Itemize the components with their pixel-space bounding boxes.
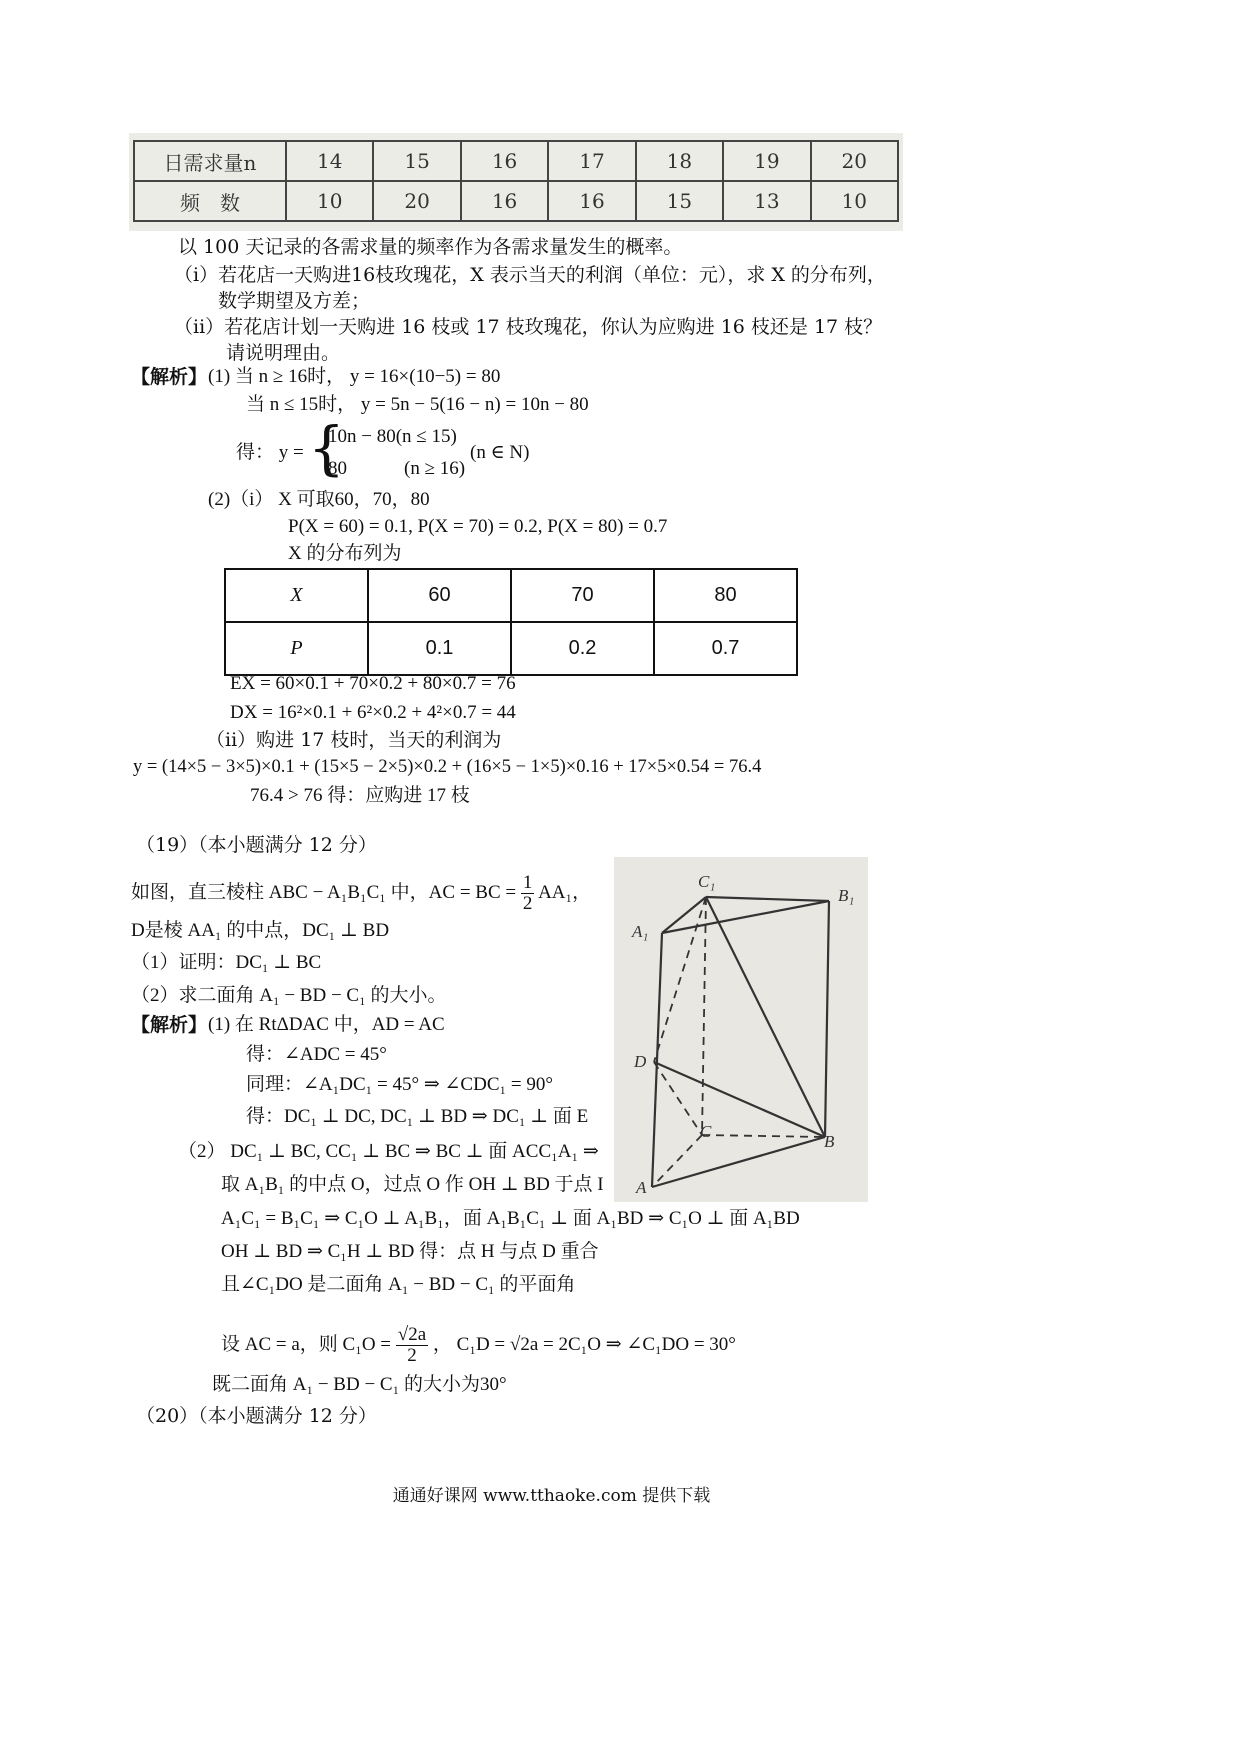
fraction-denominator: 2 xyxy=(522,893,533,914)
solution-line: 且∠C₁DO 是二面角 A₁ − BD − C₁ 的平面角 xyxy=(221,1274,576,1295)
table-header-cell: P xyxy=(225,622,368,675)
table-row xyxy=(225,569,797,622)
solution-line: (1) 当 n ≥ 16时， y = 16×(10−5) = 80 xyxy=(208,366,501,387)
table-header-cell: 频 数 xyxy=(134,181,286,221)
piecewise-domain: (n ∈ N) xyxy=(470,442,530,463)
solution-line: （ii）购进 17 枝时，当天的利润为 xyxy=(206,729,502,751)
intro-text: 以 100 天记录的各需求量的频率作为各需求量发生的概率。 xyxy=(178,236,683,258)
solution-line: 得：DC₁ ⊥ DC, DC₁ ⊥ BD ⇒ DC₁ ⊥ 面 E xyxy=(246,1106,589,1127)
part-i-text: （i）若花店一天购进16枝玫瑰花，X 表示当天的利润（单位：元），求 X 的分布列， xyxy=(174,264,886,286)
statement-text: AA₁， xyxy=(538,881,592,903)
piecewise-prefix: 得： y = xyxy=(236,442,304,463)
solution-label: 【解析】 xyxy=(131,366,208,388)
table-cell: 15 xyxy=(373,141,460,181)
question-header: （20）（本小题满分 12 分） xyxy=(136,1405,377,1427)
problem-statement: D是棱 AA₁ 的中点，DC₁ ⊥ BD xyxy=(131,920,390,941)
table-cell: 70 xyxy=(511,569,654,622)
question-header: （19）（本小题满分 12 分） xyxy=(136,834,377,856)
fraction-numerator: 1 xyxy=(522,872,533,893)
solution-line: 当 n ≤ 15时， y = 5n − 5(16 − n) = 10n − 80 xyxy=(246,394,589,415)
label-c: C xyxy=(700,1122,712,1141)
table-row xyxy=(225,622,797,675)
table-cell: 10 xyxy=(286,181,373,221)
fraction xyxy=(396,1325,428,1366)
table-cell: 16 xyxy=(548,181,635,221)
solution-line: (2)（i） X 可取60，70，80 xyxy=(208,489,430,510)
table-cell: 20 xyxy=(373,181,460,221)
solution-line: 得：∠ADC = 45° xyxy=(246,1044,387,1065)
piecewise-case: 80 (n ≥ 16) xyxy=(328,458,466,479)
solution-label: 【解析】 xyxy=(131,1014,208,1036)
table-cell: 13 xyxy=(723,181,810,221)
sub-question: （1）证明：DC₁ ⊥ BC xyxy=(131,952,322,973)
solution-line xyxy=(221,1325,736,1366)
table-cell: 0.2 xyxy=(511,622,654,675)
solution-line: (1) 在 RtΔDAC 中，AD = AC xyxy=(208,1014,445,1035)
label-d: D xyxy=(634,1052,647,1071)
solution-line: 同理：∠A₁DC₁ = 45° ⇒ ∠CDC₁ = 90° xyxy=(246,1074,553,1095)
fraction-numerator: √2a xyxy=(397,1324,427,1345)
page-footer: 通通好课网 www.tthaoke.com 提供下载 xyxy=(392,1486,711,1506)
table-header-cell: X xyxy=(225,569,368,622)
solution-line: y = (14×5 − 3×5)×0.1 + (15×5 − 2×5)×0.2 + (16×5 − 1×5)×0.16 + 17×5×0.54 = 76.4 xyxy=(133,757,762,777)
fraction-denominator: 2 xyxy=(407,1345,417,1366)
solution-line: X 的分布列为 xyxy=(288,543,402,564)
table-header-cell: 日需求量n xyxy=(134,141,286,181)
table-cell: 18 xyxy=(636,141,723,181)
part-ii-text: （ii）若花店计划一天购进 16 枝或 17 枝玫瑰花，你认为应购进 16 枝还是 17 枝？ xyxy=(174,316,883,338)
label-a1: A₁ xyxy=(632,922,649,941)
prism-diagram xyxy=(614,857,868,1202)
table-cell: 0.1 xyxy=(368,622,511,675)
table-cell: 16 xyxy=(461,141,548,181)
label-c1: C₁ xyxy=(698,872,716,891)
table-row xyxy=(134,141,898,181)
table-cell: 10 xyxy=(811,181,898,221)
solution-line: 取 A₁B₁ 的中点 O，过点 O 作 OH ⊥ BD 于点 I xyxy=(221,1174,604,1195)
table-cell: 14 xyxy=(286,141,373,181)
table-cell: 15 xyxy=(636,181,723,221)
label-b1: B₁ xyxy=(838,886,855,905)
solution-line: （2） DC₁ ⊥ BC, CC₁ ⊥ BC ⇒ BC ⊥ 面 ACC₁A₁ ⇒ xyxy=(178,1141,599,1162)
prism-figure xyxy=(614,857,868,1202)
brace-icon: { xyxy=(308,414,345,482)
piecewise-case: 10n − 80(n ≤ 15) xyxy=(328,426,457,447)
table-cell: 80 xyxy=(654,569,797,622)
solution-text: 设 AC = a，则 C₁O = xyxy=(221,1333,392,1355)
table-cell: 19 xyxy=(723,141,810,181)
label-b: B xyxy=(824,1132,835,1151)
table-cell: 0.7 xyxy=(654,622,797,675)
part-i-text-cont: 数学期望及方差； xyxy=(218,290,371,312)
table-cell: 60 xyxy=(368,569,511,622)
table-cell: 16 xyxy=(461,181,548,221)
solution-line: P(X = 60) = 0.1, P(X = 70) = 0.2, P(X = 80) = 0.7 xyxy=(288,516,668,537)
expectation-line: EX = 60×0.1 + 70×0.2 + 80×0.7 = 76 xyxy=(230,673,516,694)
problem-statement xyxy=(131,873,591,914)
table-row xyxy=(134,181,898,221)
solution-line: 既二面角 A₁ − BD − C₁ 的大小为30° xyxy=(212,1374,507,1395)
solution-line: 76.4 > 76 得：应购进 17 枝 xyxy=(250,785,470,806)
solution-line: A₁C₁ = B₁C₁ ⇒ C₁O ⊥ A₁B₁，面 A₁B₁C₁ ⊥ 面 A₁BD ⇒ C₁O ⊥ 面 A₁BD xyxy=(221,1208,800,1229)
solution-text: ， C₁D = √2a = 2C₁O ⇒ ∠C₁DO = 30° xyxy=(432,1333,736,1355)
part-ii-text-cont: 请说明理由。 xyxy=(226,342,341,364)
label-a: A xyxy=(636,1178,647,1197)
table-cell: 20 xyxy=(811,141,898,181)
demand-frequency-table xyxy=(129,133,903,231)
sub-question: （2）求二面角 A₁ − BD − C₁ 的大小。 xyxy=(131,985,447,1006)
solution-line: OH ⊥ BD ⇒ C₁H ⊥ BD 得：点 H 与点 D 重合 xyxy=(221,1241,599,1262)
fraction xyxy=(521,873,535,914)
distribution-table xyxy=(224,568,798,676)
table-cell: 17 xyxy=(548,141,635,181)
statement-text: 如图，直三棱柱 ABC − A₁B₁C₁ 中，AC = BC = xyxy=(131,881,517,903)
variance-line: DX = 16²×0.1 + 6²×0.2 + 4²×0.7 = 44 xyxy=(230,702,516,723)
